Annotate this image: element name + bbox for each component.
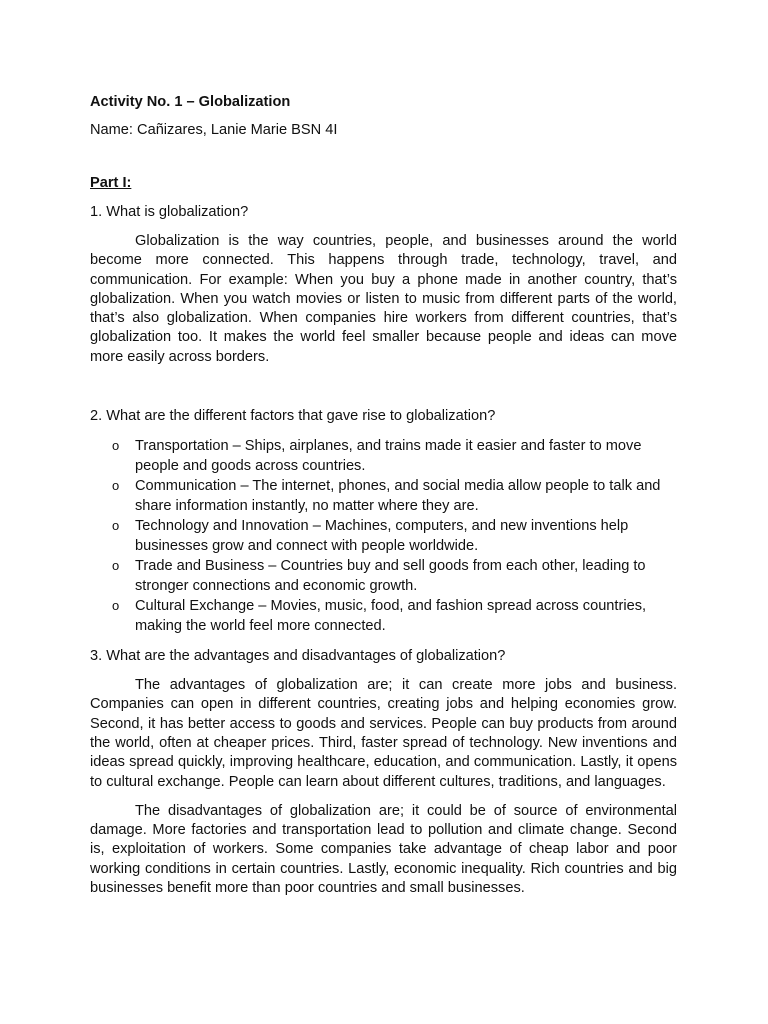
answer-3-advantages: The advantages of globalization are; it can create more jobs and business. Companies can open in different countries, creating jobs and helping economies grow. Second, it has better access to goods and services. People can buy products from around the world, often at cheaper prices. Third, faster spread of technology. New inventions and ideas spread quickly, improving healthcare, education, and communication. Lastly, it opens to cultural exchange. People can learn about different cultures, traditions, and languages. <box>90 677 677 790</box>
factors-list <box>90 436 677 636</box>
answer-3-disadvantages: The disadvantages of globalization are; it could be of source of environmental damage. More factories and transportation lead to pollution and climate change. Second is, exploitation of workers. Some companies take advantage of cheap labor and poor working conditions in certain countries. Lastly, economic inequality. Rich countries and big businesses benefit more than poor countries and small businesses. <box>90 802 677 897</box>
list-item-text: Trade and Business – Countries buy and sell goods from each other, leading to stronger connections and economic growth. <box>135 558 646 595</box>
list-item <box>90 556 677 596</box>
list-item <box>90 596 677 636</box>
list-item-text: Communication – The internet, phones, and social media allow people to talk and share information instantly, no matter where they are. <box>135 478 661 515</box>
part-heading: Part I: <box>90 175 132 191</box>
student-name: Name: Cañizares, Lanie Marie BSN 4I <box>90 122 338 138</box>
question-1: 1. What is globalization? <box>90 204 249 220</box>
bullet-icon: o <box>112 598 120 614</box>
bullet-icon: o <box>112 478 120 494</box>
question-3: 3. What are the advantages and disadvantages of globalization? <box>90 648 506 665</box>
list-item <box>90 516 677 556</box>
list-item-text: Transportation – Ships, airplanes, and trains made it easier and faster to move people and goods across countries. <box>135 438 642 475</box>
bullet-icon: o <box>112 558 120 574</box>
document-page <box>90 92 677 908</box>
list-item <box>90 476 677 516</box>
bullet-icon: o <box>112 438 120 454</box>
question-2: 2. What are the different factors that gave rise to globalization? <box>90 408 496 425</box>
answer-1: Globalization is the way countries, people, and businesses around the world become more connected. This happens through trade, technology, travel, and communication. For example: When you buy a phone made in another country, that’s globalization. When you watch movies or listen to music from different parts of the world, that’s also globalization. When companies hire workers from different countries, that’s globalization too. It makes the world feel smaller because people and ideas can move more easily across borders. <box>90 233 677 365</box>
activity-title: Activity No. 1 – Globalization <box>90 94 291 110</box>
list-item-text: Cultural Exchange – Movies, music, food, and fashion spread across countries, making the world feel more connected. <box>135 598 647 635</box>
bullet-icon: o <box>112 518 120 534</box>
list-item <box>90 436 677 476</box>
list-item-text: Technology and Innovation – Machines, computers, and new inventions help businesses grow and connect with people worldwide. <box>135 518 629 555</box>
